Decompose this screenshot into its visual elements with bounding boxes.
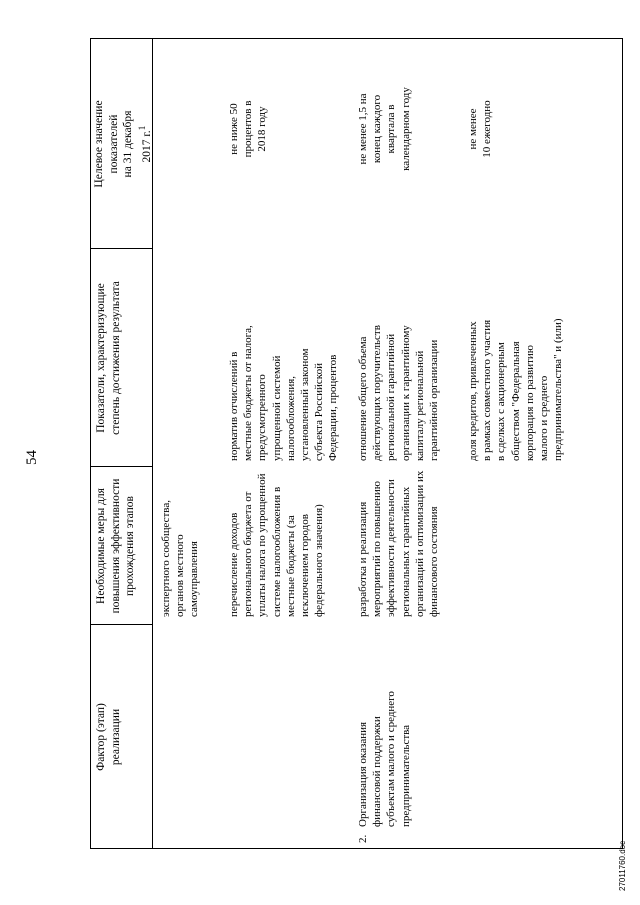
target-tax-normative: не ниже 50 процентов в 2018 году: [228, 100, 269, 158]
header-target-footnote: 1: [136, 125, 148, 131]
measure-expert-community: экспертного сообщества, органов местного самоуправления: [160, 500, 201, 617]
table-left-border: [90, 848, 623, 849]
target-guarantee-volume: не менее 1,5 на конец каждого квартала в календарном году: [357, 87, 412, 171]
header-measures-line1: Необходимые меры для: [95, 488, 107, 604]
header-measures-line3: прохождения этапов: [124, 496, 136, 596]
indicator-credit-share: доля кредитов, привлеченных в рамках совместного участия в сделках с акционерным обществом "Федеральная корпорация по развитию малого и среднего предпринимательства" и (или): [467, 318, 565, 461]
header-target-line2: показателей: [107, 114, 120, 174]
header-factor: [94, 625, 123, 849]
table-right-border: [90, 38, 623, 39]
header-factor-line1: Фактор (этап): [95, 703, 107, 771]
header-target: [92, 39, 154, 249]
header-indicators-line1: Показатели, характеризующие: [95, 283, 107, 433]
header-measures-line2: повышения эффективности: [109, 478, 122, 614]
header-factor-line2: реализации: [109, 708, 122, 766]
indicator-tax-normative: норматив отчислений в местные бюджеты от налога, предусмотренного упрощенной системой налогообложения, установленный законом субъекта Российской Федерации, процентов: [228, 325, 340, 461]
header-indicators: [94, 249, 123, 467]
table-bottom-border: [622, 39, 623, 849]
document-id: 27011760.doc: [618, 840, 627, 891]
measure-tax-transfer: перечисление доходов регионального бюджета от уплаты налога по упрощенной системе налогообложения в местные бюджеты (за исключением городов федерального значения): [228, 473, 326, 617]
header-measures: [94, 467, 138, 625]
factor-financial-support: Организация оказания финансовой поддержки субъектам малого и среднего предпринимательства: [357, 691, 412, 827]
row2-number: 2.: [357, 834, 369, 843]
header-target-line3: на 31 декабря: [122, 110, 134, 178]
indicator-guarantee-volume: отношение общего объема действующих поручительств региональной гарантийной организации к гарантийному капиталу региональной гарантийной организации: [357, 325, 441, 461]
header-target-line1: Целевое значение: [93, 100, 105, 188]
header-indicators-line2: степень достижения результата: [109, 281, 122, 435]
table-top-border: [90, 39, 91, 849]
results-table: [90, 39, 622, 849]
target-credit-share: не менее 10 ежегодно: [467, 100, 494, 158]
header-target-line4: 2017 г.: [140, 130, 153, 163]
measure-guarantee-orgs: разработка и реализация мероприятий по повышению эффективности деятельности региональных гарантийных организаций и оптимизации их финансового состояния: [357, 470, 441, 617]
page-number: 54: [24, 450, 40, 465]
